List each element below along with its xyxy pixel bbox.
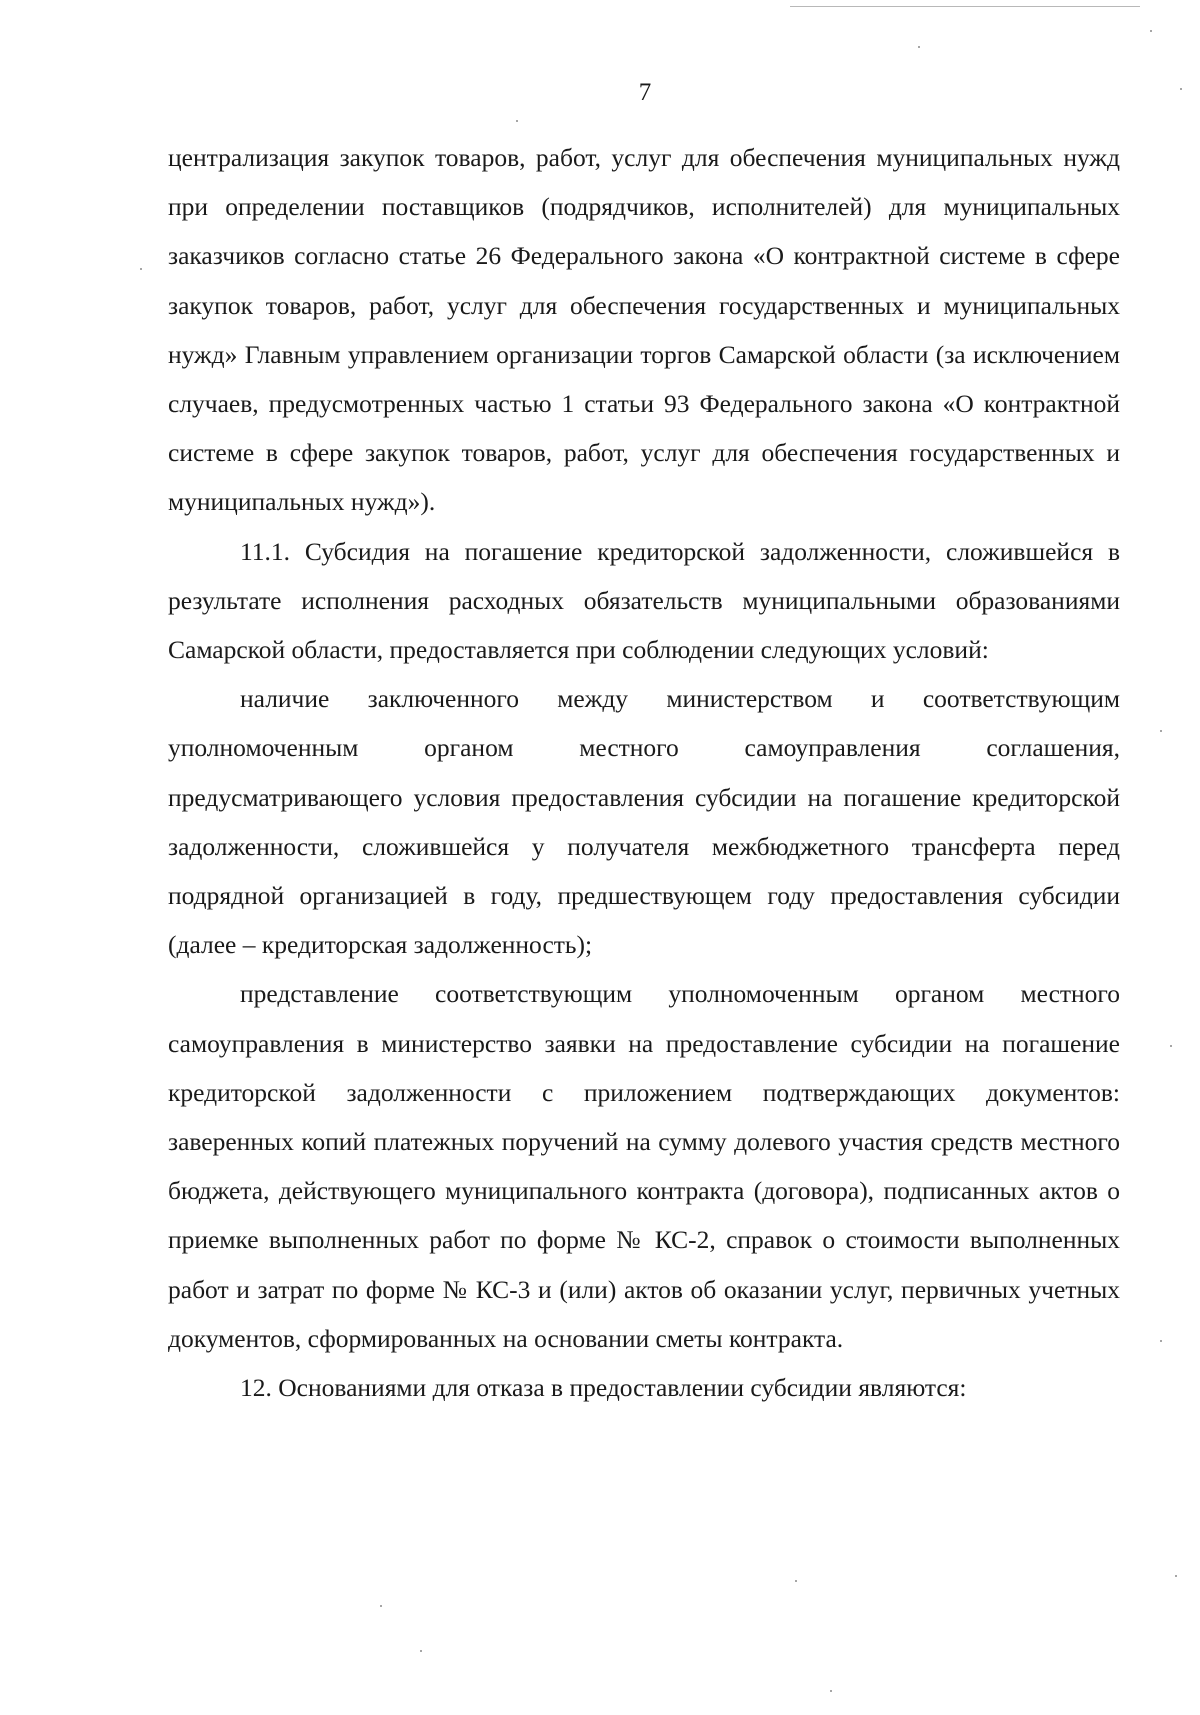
scan-speck	[516, 120, 518, 122]
scan-speck	[380, 1605, 382, 1607]
scan-speck	[1170, 1045, 1172, 1047]
scan-speck	[830, 1690, 832, 1692]
page-number: 7	[638, 79, 652, 106]
paragraph: представление соответствующим уполномоченным органом местного самоуправления в министерство заявки на предоставление субсидии на погашение кредиторской задолженности с приложением подтверждающих документов: заверенных копий платежных поручений на сумму долевого участия средств местного бюджета, действующего муниципального контракта (договора), подписанных актов о приемке выполненных работ по форме № КС-2, справок о стоимости выполненных работ и затрат по форме № КС-3 и (или) актов об оказании услуг, первичных учетных документов, сформированных на основании сметы контракта.	[168, 979, 1120, 1353]
scan-speck	[1175, 1575, 1177, 1577]
paragraph: 11.1. Субсидия на погашение кредиторской задолженности, сложившейся в результате исполнения расходных обязательств муниципальными образованиями Самарской области, предоставляется при соблюдении следующих условий:	[168, 536, 1120, 665]
paragraph: 12. Основаниями для отказа в предоставлении субсидии являются:	[240, 1373, 967, 1403]
scan-speck	[1160, 1340, 1162, 1342]
paragraph: наличие заключенного между министерством и соответствующим уполномоченным органом местного самоуправления соглашения, предусматривающего условия предоставления субсидии на погашение кредиторской задолженности, сложившейся у получателя межбюджетного трансферта перед подрядной организацией в году, предшествующем году предоставления субсидии (далее – кредиторская задолженность);	[168, 684, 1120, 960]
scan-edge-line	[790, 6, 1140, 7]
document-body	[168, 133, 1120, 1412]
scan-speck	[140, 268, 142, 270]
scan-speck	[1160, 730, 1162, 732]
paragraph: централизация закупок товаров, работ, услуг для обеспечения муниципальных нужд при определении поставщиков (подрядчиков, исполнителей) для муниципальных заказчиков согласно статье 26 Федерального закона «О контрактной системе в сфере закупок товаров, работ, услуг для обеспечения государственных и муниципальных нужд» Главным управлением организации торгов Самарской области (за исключением случаев, предусмотренных частью 1 статьи 93 Федерального закона «О контрактной системе в сфере закупок товаров, работ, услуг для обеспечения государственных и муниципальных нужд»).	[168, 143, 1120, 517]
scan-speck	[918, 46, 920, 48]
scan-speck	[1150, 30, 1152, 32]
scan-speck	[420, 1650, 422, 1652]
scan-speck	[795, 1580, 797, 1582]
